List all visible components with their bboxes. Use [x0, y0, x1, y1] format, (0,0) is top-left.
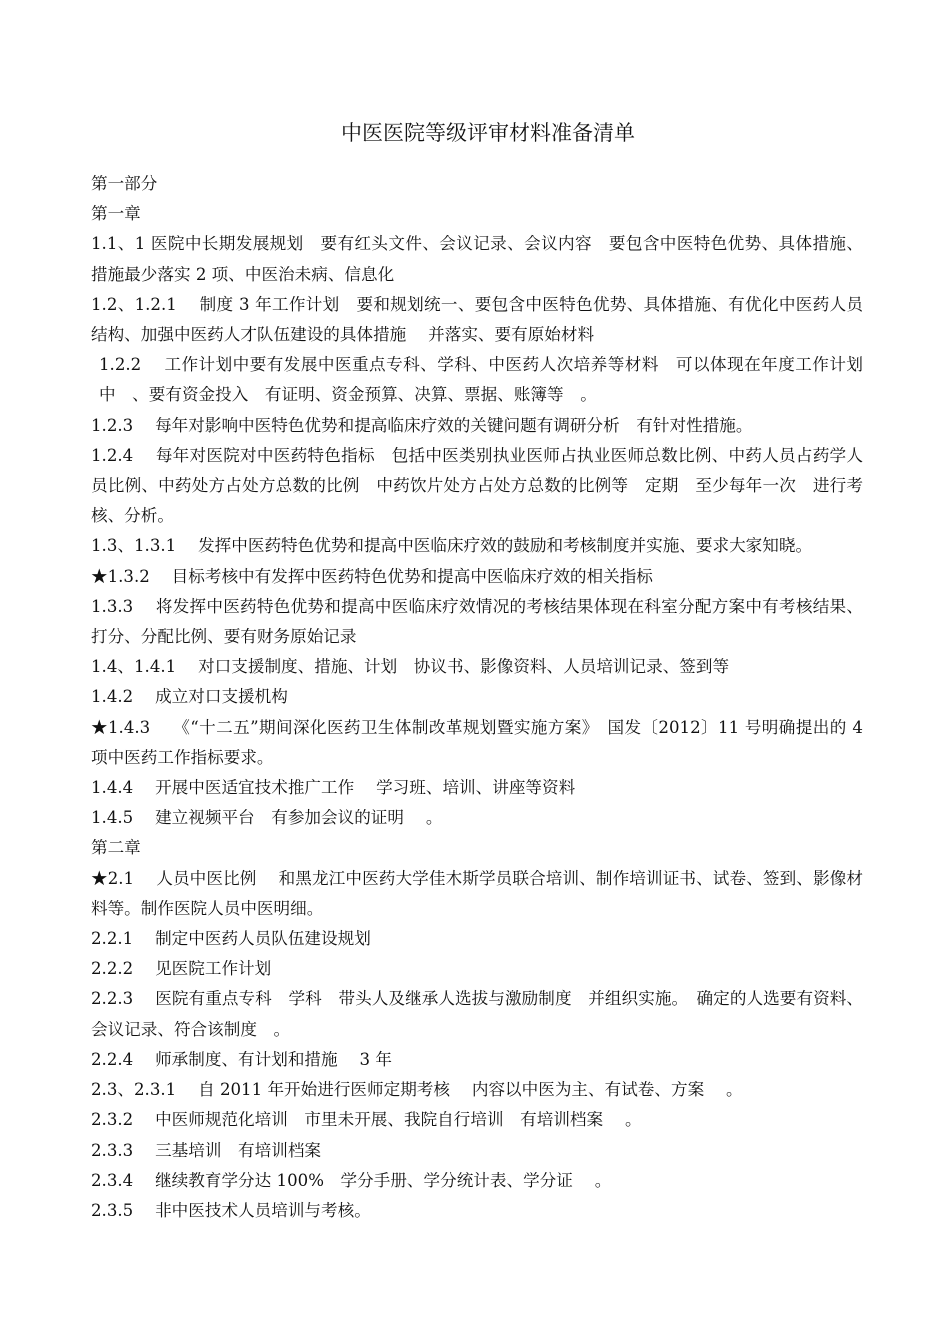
- heading-chapter-two: 第二章: [91, 838, 141, 858]
- document-title: 中医医院等级评审材料准备清单: [341, 121, 635, 145]
- item-2-2-1: 2.2.1 制定中医药人员队伍建设规划: [91, 929, 371, 949]
- item-2-2-4: 2.2.4 师承制度、有计划和措施 3 年: [91, 1049, 392, 1069]
- item-2-3-4: 2.3.4 继续教育学分达 100% 学分手册、学分统计表、学分证 。: [91, 1170, 612, 1190]
- item-1-4-5: 1.4.5 建立视频平台 有参加会议的证明 。: [91, 808, 443, 828]
- document-body: [91, 169, 869, 1226]
- item-1-4-3: ★1.4.3 《“十二五”期间深化医药卫生体制改革规划暨实施方案》 国发〔2012〕11 号明确提出的 4 项中医药工作指标要求。: [91, 717, 869, 767]
- item-1-3-2: ★1.3.2 目标考核中有发挥中医药特色优势和提高中医临床疗效的相关指标: [91, 566, 653, 586]
- item-1-2-2: 1.2.2 工作计划中要有发展中医重点专科、学科、中医药人次培养等材料 可以体现在年度工作计划中 、要有资金投入 有证明、资金预算、决算、票据、账簿等 。: [99, 355, 863, 405]
- item-2-2-2: 2.2.2 见医院工作计划: [91, 959, 272, 979]
- item-2-1: ★2.1 人员中医比例 和黑龙江中医药大学佳木斯学员联合培训、制作培训证书、试卷、签到、影像材料等。制作医院人员中医明细。: [91, 868, 863, 918]
- item-1-3-1: 1.3、1.3.1 发挥中医药特色优势和提高中医临床疗效的鼓励和考核制度并实施、要求大家知晓。: [91, 536, 813, 556]
- item-1-1: 1.1、1 医院中长期发展规划 要有红头文件、会议记录、会议内容 要包含中医特色优势、具体措施、措施最少落实 2 项、中医治未病、信息化: [91, 234, 863, 284]
- item-2-3-2: 2.3.2 中医师规范化培训 市里未开展、我院自行培训 有培训档案 。: [91, 1110, 642, 1130]
- item-1-2-4: 1.2.4 每年对医院对中医药特色指标 包括中医类别执业医师占执业医师总数比例、中药人员占药学人员比例、中药处方占处方总数的比例 中药饮片处方占处方总数的比例等 定期 至少每年一次 进行考核、分析。: [91, 445, 863, 526]
- item-2-2-3: 2.2.3 医院有重点专科 学科 带头人及继承人选拔与激励制度 并组织实施。 确定的人选要有资料、会议记录、符合该制度 。: [91, 989, 863, 1039]
- item-1-2-1: 1.2、1.2.1 制度 3 年工作计划 要和规划统一、要包含中医特色优势、具体措施、有优化中医药人员结构、加强中医药人才队伍建设的具体措施 并落实、要有原始材料: [91, 294, 863, 345]
- heading-chapter-one: 第一章: [91, 204, 141, 224]
- item-2-3-5: 2.3.5 非中医技术人员培训与考核。: [91, 1200, 371, 1220]
- item-1-2-3: 1.2.3 每年对影响中医特色优势和提高临床疗效的关键问题有调研分析 有针对性措施。: [91, 415, 753, 435]
- item-1-4-2: 1.4.2 成立对口支援机构: [91, 687, 288, 707]
- item-2-3-3: 2.3.3 三基培训 有培训档案: [91, 1140, 322, 1160]
- item-2-3-1: 2.3、2.3.1 自 2011 年开始进行医师定期考核 内容以中医为主、有试卷、方案 。: [91, 1080, 743, 1100]
- item-1-4-1: 1.4、1.4.1 对口支援制度、措施、计划 协议书、影像资料、人员培训记录、签到等: [91, 657, 730, 677]
- item-1-4-4: 1.4.4 开展中医适宜技术推广工作 学习班、培训、讲座等资料: [91, 778, 576, 798]
- heading-part-one: 第一部分: [91, 174, 158, 193]
- item-1-3-3: 1.3.3 将发挥中医药特色优势和提高中医临床疗效情况的考核结果体现在科室分配方案中有考核结果、打分、分配比例、要有财务原始记录: [91, 596, 863, 647]
